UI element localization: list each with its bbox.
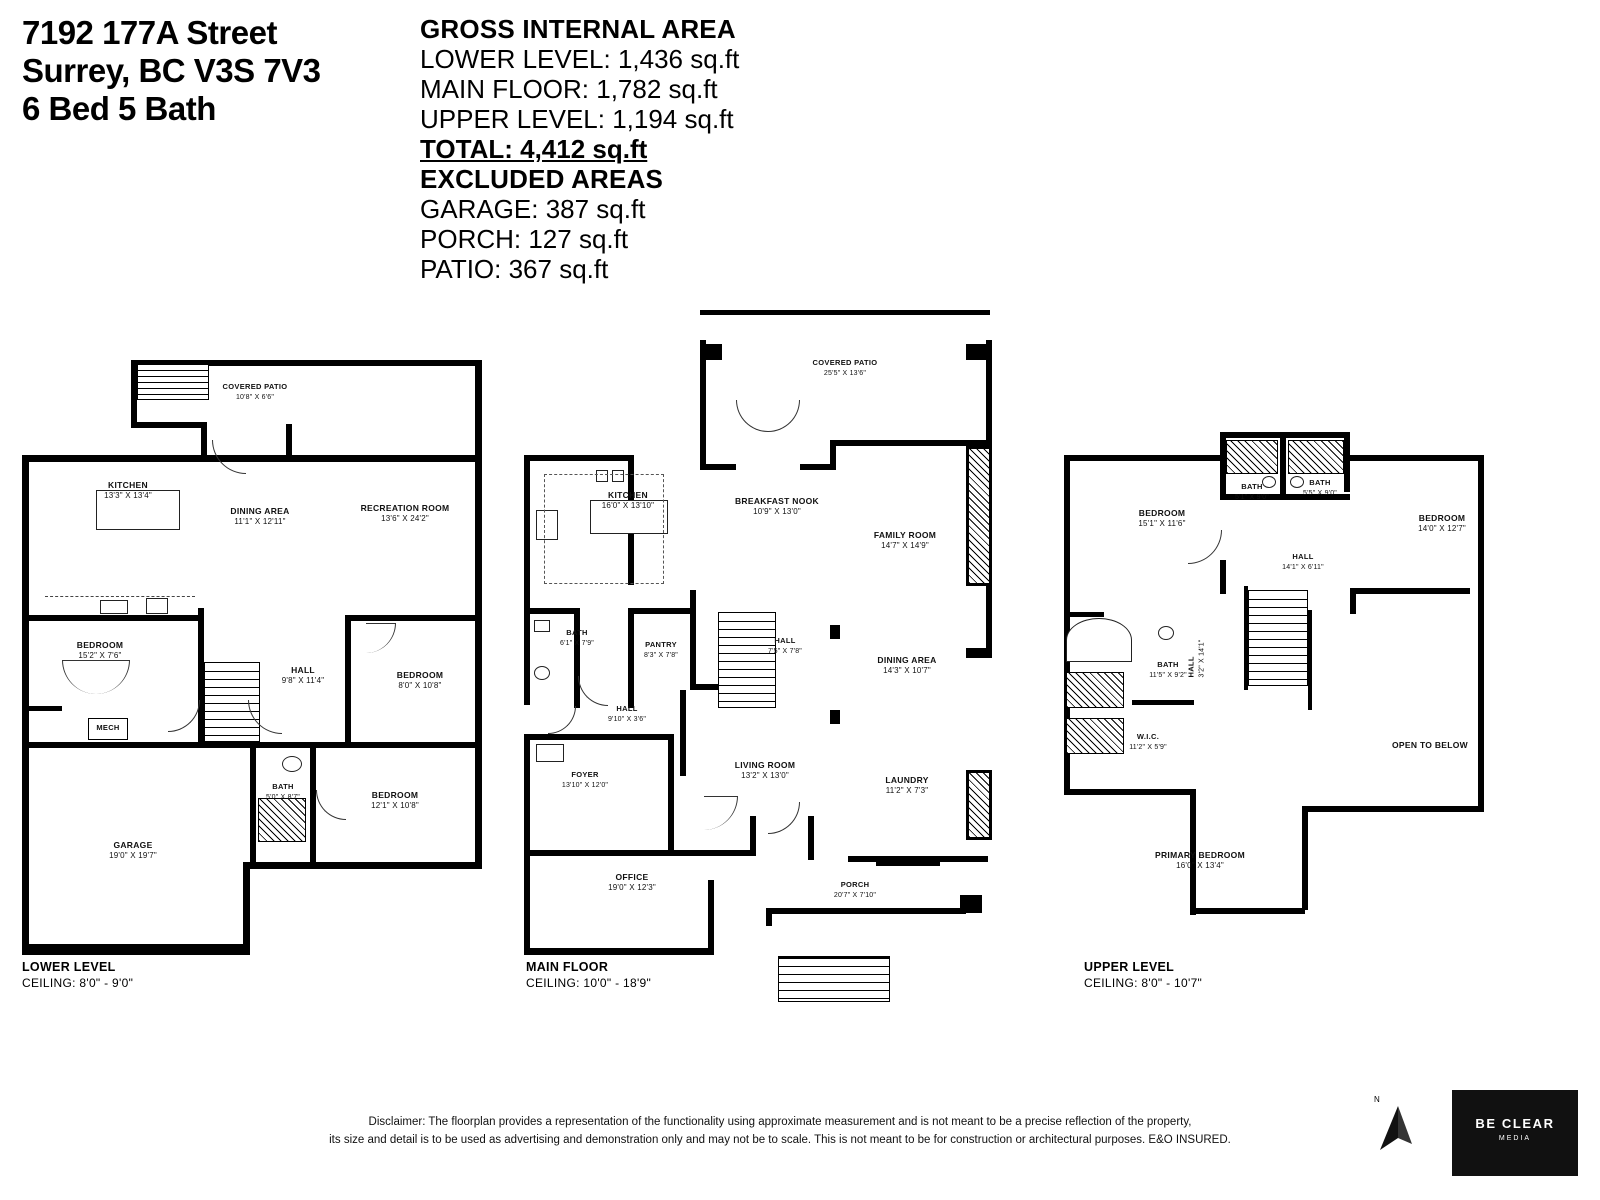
room-bedroom-upper-left: BEDROOM 15'1" X 11'6" (1138, 508, 1186, 528)
room-bedroom-lower-left: BEDROOM 15'2" X 7'6" (76, 640, 124, 660)
room-open-to-below: OPEN TO BELOW (1392, 740, 1468, 750)
room-family-room: FAMILY ROOM 14'7" X 14'9" (873, 530, 937, 550)
room-walk-in-closet: W.I.C. 11'2" X 5'9" (1129, 732, 1167, 751)
toilet-primary-bath (1158, 626, 1174, 640)
excluded-garage: GARAGE: 387 sq.ft (420, 194, 646, 224)
room-breakfast-nook: BREAKFAST NOOK 10'9" X 13'0" (734, 496, 819, 516)
shower-upper-bath-1 (1226, 440, 1278, 474)
room-hall-main-upper: HALL 7'5" X 7'8" (768, 636, 802, 655)
shower-primary-bath (1066, 672, 1124, 708)
excluded-areas-title: EXCLUDED AREAS (420, 164, 664, 194)
cooktop-lower (100, 600, 128, 614)
room-bath-lower: BATH 5'0" X 8'7" (266, 782, 300, 801)
room-hall-upper-vertical: HALL 3'2" X 14'1" (1186, 639, 1205, 678)
room-office: OFFICE 19'0" X 12'3" (608, 872, 656, 892)
lower-level-label: LOWER LEVEL CEILING: 8'0" - 9'0" (22, 960, 134, 990)
north-arrow-icon (1360, 1100, 1420, 1160)
upper-stairs (1248, 590, 1308, 686)
toilet-bath-main (534, 666, 550, 680)
room-kitchen-main: KITCHEN 16'0" X 13'10" (601, 490, 655, 510)
room-hall-upper: HALL 14'1" X 6'11" (1282, 552, 1324, 571)
logo-line-1: BE CLEAR (1475, 1116, 1555, 1131)
room-bath-primary: BATH 11'5" X 9'2" (1149, 660, 1187, 679)
room-hall-lower: HALL 9'8" X 11'4" (281, 665, 325, 685)
excluded-patio: PATIO: 367 sq.ft (420, 254, 609, 284)
be-clear-media-logo (1452, 1090, 1578, 1176)
shower-lower (258, 798, 306, 842)
room-bath-upper-2: BATH 5'5" X 9'0" (1303, 478, 1337, 497)
main-floor-floorplan (500, 0, 1040, 1010)
room-living-room: LAUNDRY 11'2" X 7'3" (885, 775, 929, 795)
address-line-3: 6 Bed 5 Bath (22, 90, 216, 127)
disclaimer (250, 1113, 1310, 1149)
room-foyer: LIVING ROOM 13'2" X 13'0" (734, 760, 796, 780)
upper-level-label: UPPER LEVEL CEILING: 8'0" - 10'7" (1084, 960, 1203, 990)
gia-title: GROSS INTERNAL AREA (420, 14, 736, 44)
main-floor-label: MAIN FLOOR CEILING: 10'0" - 18'9" (526, 960, 652, 990)
room-kitchen-lower: KITCHEN 13'3" X 13'4" (104, 480, 152, 500)
room-dining-area-main: DINING AREA 14'3" X 10'7" (877, 655, 937, 675)
address-line-2: Surrey, BC V3S 7V3 (22, 52, 321, 89)
room-bath-upper-1: BATH 5'1" X 9'0" (1235, 482, 1269, 501)
room-porch: PORCH 20'7" X 7'10" (833, 880, 877, 899)
room-bedroom-lower-far-right: BEDROOM 12'1" X 10'8" (371, 790, 419, 810)
shower-upper-bath-2 (1288, 440, 1344, 474)
room-dining-area-lower: DINING AREA 11'1" X 12'11" (230, 506, 290, 526)
room-bath-main: BATH 6'1" X 7'9" (560, 628, 594, 647)
room-mech: MECH (96, 723, 120, 732)
gia-lower-level: LOWER LEVEL: 1,436 sq.ft (420, 44, 740, 74)
main-stairs (718, 612, 776, 708)
room-covered-patio-main: COVERED PATIO 25'5" X 13'6" (812, 358, 878, 377)
room-primary-bedroom: PRIMARY BEDROOM 16'0" X 13'4" (1155, 850, 1245, 870)
upper-level-floorplan (1040, 0, 1600, 1010)
gia-upper-level: UPPER LEVEL: 1,194 sq.ft (420, 104, 734, 134)
room-bedroom-upper-right: BEDROOM 14'0" X 12'7" (1418, 513, 1466, 533)
bathtub-upper (1066, 618, 1132, 662)
lower-level-floorplan (0, 0, 520, 1010)
gia-total: TOTAL: 4,412 sq.ft (420, 134, 648, 164)
room-pantry: PANTRY 8'3" X 7'8" (644, 640, 678, 659)
front-entry-stairs (778, 958, 890, 1002)
room-bedroom-lower-right: BEDROOM 8'0" X 10'8" (396, 670, 444, 690)
room-hall-main-lower: HALL 9'10" X 3'6" (607, 704, 647, 723)
toilet-lower (282, 756, 302, 772)
gia-main-floor: MAIN FLOOR: 1,782 sq.ft (420, 74, 718, 104)
laundry-appliance (536, 744, 564, 762)
room-recreation-room: RECREATION ROOM 13'6" X 24'2" (360, 503, 450, 523)
disclaimer-line-2: its size and detail is to be used as advertising and demonstration only and may not be to scale. This is not meant to be for construction or architectural purposes. E&O INSURED. (329, 1134, 1231, 1146)
address-line-1: 7192 177A Street (22, 14, 277, 51)
north-label: N (1374, 1095, 1380, 1104)
sink-lower (146, 598, 168, 614)
excluded-porch: PORCH: 127 sq.ft (420, 224, 629, 254)
room-garage: GARAGE 19'0" X 19'7" (109, 840, 157, 860)
fireplace-living-room (968, 772, 990, 838)
disclaimer-line-1: Disclaimer: The floorplan provides a representation of the functionality using approximate measurement and is not meant to be a precise reflection of the property, (368, 1116, 1192, 1128)
patio-stairs (137, 364, 209, 400)
room-laundry: FOYER 13'10" X 12'0" (561, 770, 609, 789)
fireplace-family-room (968, 448, 990, 584)
logo-line-2: MEDIA (1498, 1135, 1532, 1142)
room-covered-patio-lower: COVERED PATIO 10'8" X 6'6" (222, 382, 288, 401)
